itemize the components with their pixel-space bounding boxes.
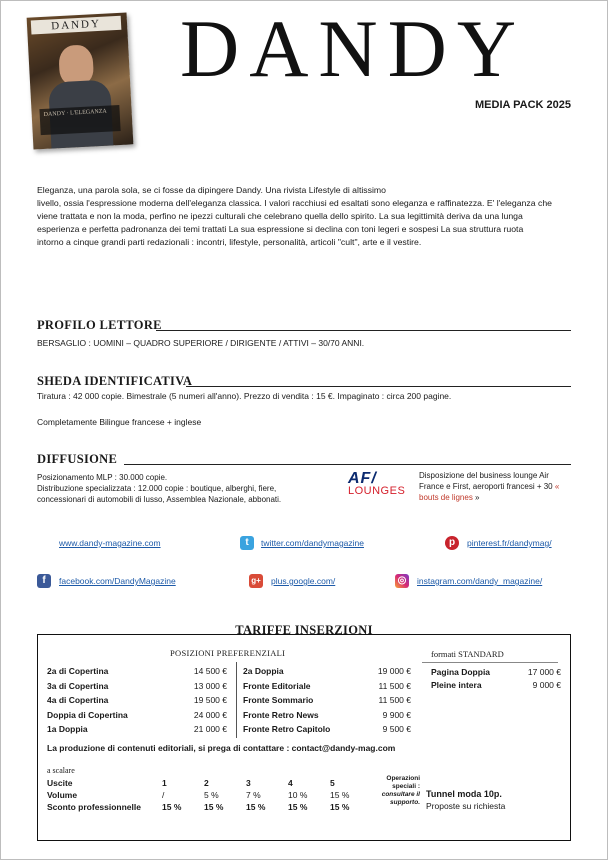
twitter-link[interactable]: twitter.com/dandymagazine (261, 538, 364, 548)
formati-heading: formati STANDARD (431, 649, 504, 659)
a-scalare-label: a scalare (47, 766, 75, 775)
scalare-labels: Uscite Volume Sconto professionnelle (47, 778, 141, 812)
tunnel-moda: Tunnel moda 10p. (426, 789, 502, 799)
intro-line: esperienza e perfetta padronanza dei temi trattati La sua espressione si declina con toni legeri e sospesi La sua struttura ruota (37, 224, 524, 234)
scalare-col: 3 7 % 15 % (246, 778, 266, 812)
lounge-text: Disposizione del business lounge Air France e First, aeroporti francesi + 30 « bouts de lignes » (419, 471, 560, 502)
diffusione-details (37, 472, 287, 505)
section-heading-profilo: PROFILO LETTORE (37, 318, 162, 332)
proposte-text: Proposte su richiesta (426, 801, 506, 811)
formati-column (431, 667, 561, 693)
instagram-icon: ◎ (395, 574, 409, 588)
price-row: 4a di Copertina 19 500 € (47, 695, 227, 706)
magazine-cover-image (27, 12, 134, 149)
google-plus-icon: g+ (249, 574, 263, 588)
intro-line: Eleganza, una parola sola, se ci fosse da dipingere Dandy. Una rivista Lifestyle di altissimo (37, 185, 386, 195)
price-row: Pleine intera 9 000 € (431, 680, 561, 690)
instagram-link[interactable]: instagram.com/dandy_magazine/ (417, 576, 543, 586)
price-row: Doppia di Copertina 24 000 € (47, 709, 227, 720)
cover-caption: DANDY · L'ELEGANZA (43, 108, 107, 118)
facebook-link[interactable]: facebook.com/DandyMagazine (59, 576, 176, 586)
scheda-text: Tiratura : 42 000 copie. Bimestrale (5 numeri all'anno). Prezzo di vendita : 15 €. Impaginato : circa 200 pagine. (37, 391, 452, 401)
tariffe-heading: TARIFFE INSERZIONI (0, 623, 608, 638)
divider (124, 464, 571, 465)
intro-line: livello, ossia l'espressione moderna dell'eleganza classica. I valori racchiusi ed esaltati sono eleganza e raffinatezza. E' l'eleganza che (37, 198, 552, 208)
af-lounges-logo (348, 470, 412, 500)
scalare-col: 2 5 % 15 % (204, 778, 224, 812)
diffusione-line: Distribuzione specializzata : 12.000 copie : boutique, alberghi, fiere, (37, 484, 277, 493)
bouts-de-lignes: « bouts de lignes (419, 482, 560, 502)
price-row: Pagina Doppia 17 000 € (431, 667, 561, 677)
lounges-logo-text: LOUNGES (348, 485, 406, 497)
price-row: Fronte Retro Capitolo 9 500 € (243, 724, 411, 735)
pinterest-link[interactable]: pinterest.fr/dandymag/ (467, 538, 552, 548)
website-link[interactable]: www.dandy-magazine.com (59, 538, 161, 548)
price-row: 1a Doppia 21 000 € (47, 724, 227, 735)
diffusione-line: Posizionamento MLP : 30.000 copie. (37, 473, 168, 482)
price-row: Fronte Editoriale 11 500 € (243, 680, 411, 691)
scalare-col: 1 / 15 % (162, 778, 182, 812)
price-column-middle (243, 666, 411, 739)
section-heading-scheda: SHEDA IDENTIFICATIVA (37, 374, 193, 388)
google-plus-link[interactable]: plus.google.com/ (271, 576, 336, 586)
twitter-icon: t (240, 536, 254, 550)
section-heading-diffusione: DIFFUSIONE (37, 452, 118, 466)
cover-masthead: DANDY (31, 16, 122, 35)
price-row: 2a Doppia 19 000 € (243, 666, 411, 676)
intro-paragraph (37, 184, 567, 249)
diffusione-line: concessionari di automobili di lusso, Assemblea Nazionale, abbonati. (37, 495, 282, 504)
divider (156, 330, 571, 331)
media-pack-label: MEDIA PACK 2025 (475, 99, 571, 111)
scalare-col: 5 15 % 15 % (330, 778, 350, 812)
operazioni-speciali: Operazioni speciali : consultare il supporto. (381, 775, 420, 806)
divider (422, 662, 558, 663)
production-contact: La produzione di contenuti editoriali, si prega di contattare : contact@dandy-mag.com (47, 743, 396, 753)
price-column-left (47, 666, 227, 739)
pinterest-icon: p (445, 536, 459, 550)
af-logo-mark: AF/ (348, 470, 377, 487)
intro-line: intorno a cinque grandi parti redazionali : incontri, lifestyle, personalità, articoli "cult", arte e il vestire. (37, 237, 422, 247)
scalare-col: 4 10 % 15 % (288, 778, 308, 812)
facebook-icon: f (37, 574, 51, 588)
profilo-text: BERSAGLIO : UOMINI – QUADRO SUPERIORE / DIRIGENTE / ATTIVI – 30/70 ANNI. (37, 338, 365, 348)
page-title: DANDY (180, 3, 527, 94)
scheda-language: Completamente Bilingue francese + inglese (37, 417, 202, 427)
price-row: Fronte Retro News 9 900 € (243, 709, 411, 720)
column-divider (236, 662, 237, 738)
price-row: Fronte Sommario 11 500 € (243, 695, 411, 706)
posizioni-heading: POSIZIONI PREFERENZIALI (170, 648, 286, 658)
divider (186, 386, 571, 387)
price-row: 2a di Copertina 14 500 € (47, 666, 227, 676)
intro-line: viene trattata e non la moda, perfino ne ipezzi culturali che celebrano quella dello spirito. La sua legittimità deriva da una lunga (37, 211, 523, 221)
price-row: 3a di Copertina 13 000 € (47, 680, 227, 691)
